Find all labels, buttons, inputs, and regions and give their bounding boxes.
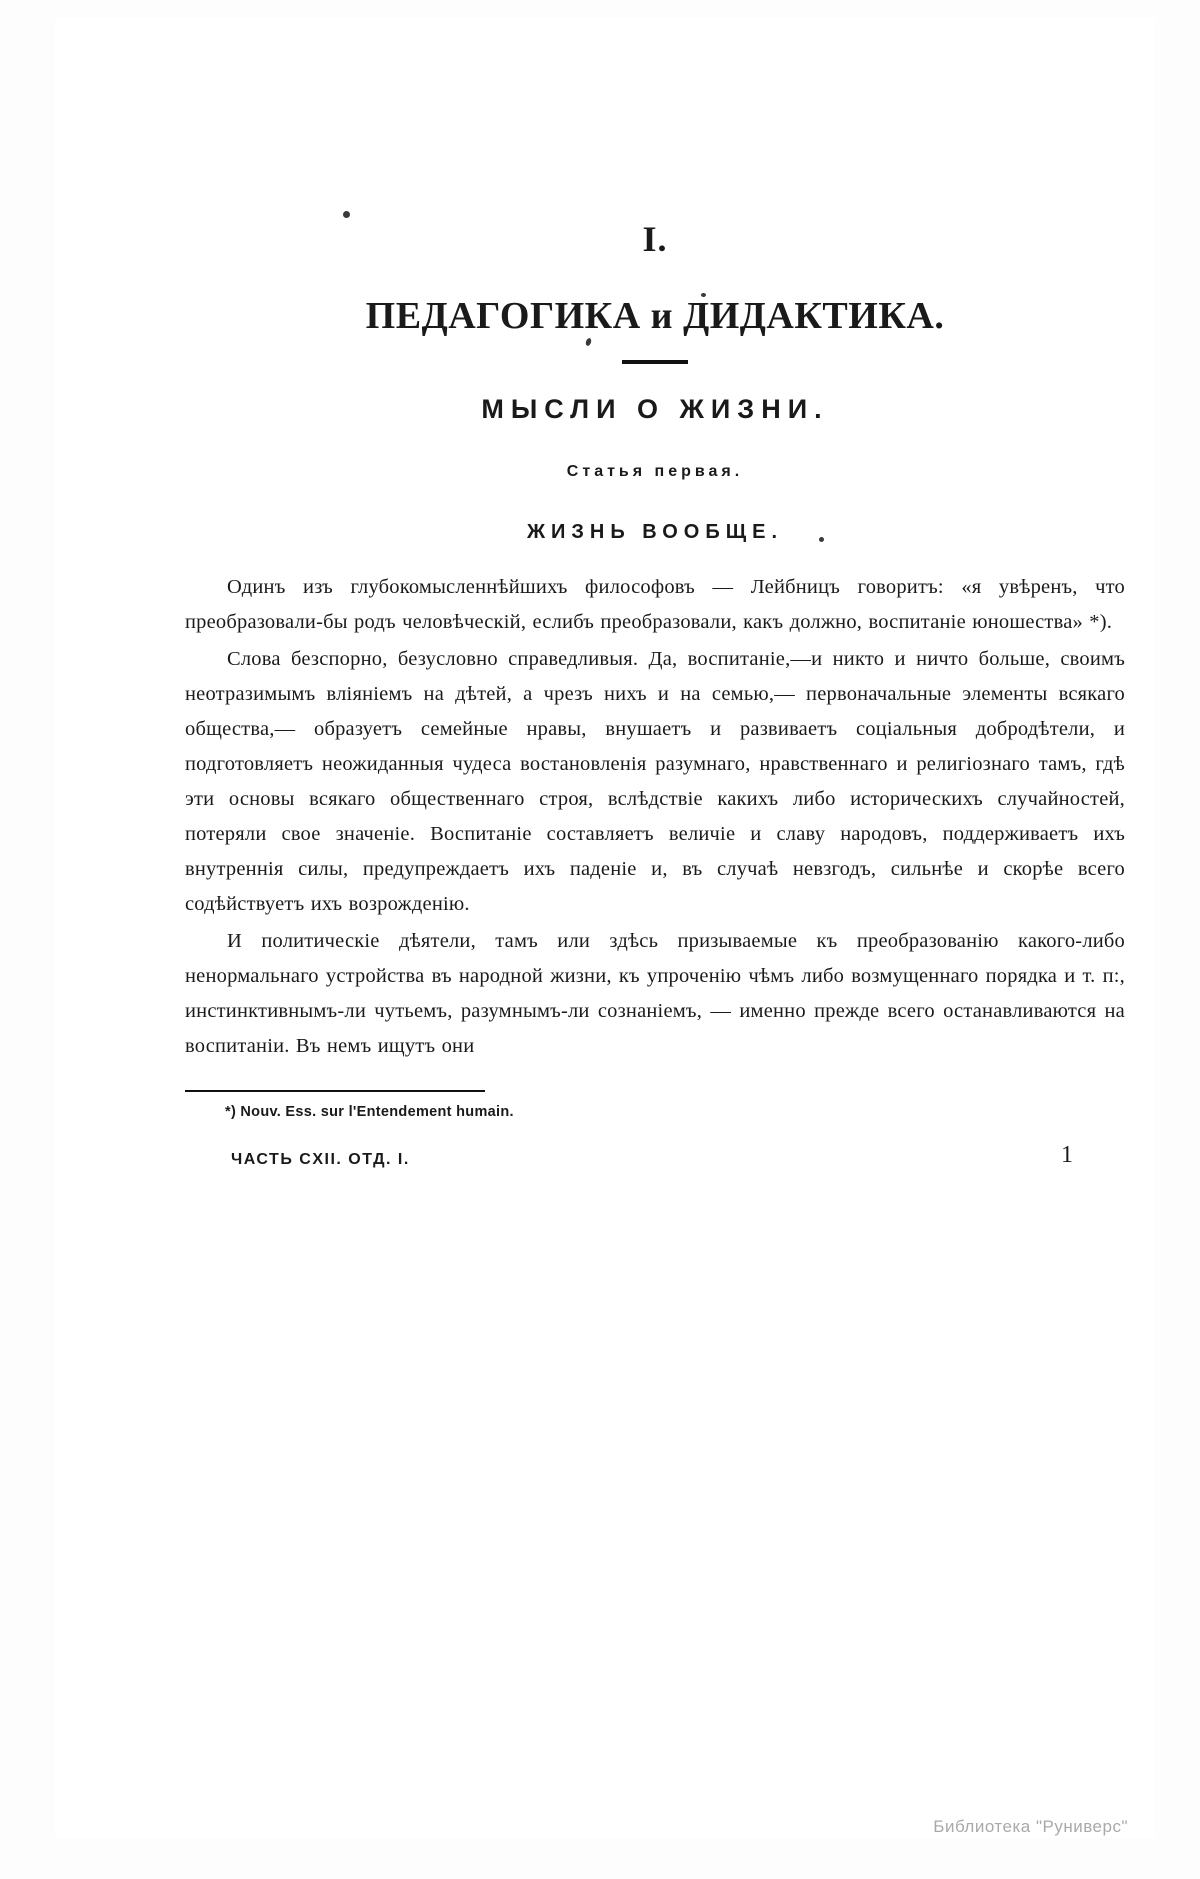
page-content	[185, 218, 1125, 1169]
chapter-number: I.	[642, 219, 668, 259]
chapter-title: ПЕДАГОГИКА и ДИДАКТИКА.	[365, 295, 945, 337]
title-divider	[622, 360, 688, 364]
body-paragraph: Слова безспорно, безусловно справедливыя. Да, воспитаніе,—и никто и ничто больше, своимъ неотразимымъ вліяніемъ на дѣтей, а чрезъ нихъ и на семью,— первоначальные элементы всякаго общества,— образуетъ семейные нравы, внушаетъ и развиваетъ соціальныя добродѣтели, и подготовляетъ неожиданныя чудеса востановленія разумнаго, нравственнаго и религіознаго тамъ, гдѣ эти основы всякаго общественнаго строя, вслѣдствіе какихъ либо историческихъ случайностей, потеряли свое значеніе. Воспитаніе составляетъ величіе и славу народовъ, поддерживаетъ ихъ внутреннія силы, предупреждаетъ ихъ паденіе и, въ случаѣ невзгодъ, сильнѣе и скорѣе всего содѣйствуетъ ихъ возрожденію.	[185, 648, 1125, 915]
article-title: МЫСЛИ О ЖИЗНИ.	[481, 394, 829, 424]
body-paragraph: И политическіе дѣятели, тамъ или здѣсь призываемые къ преобразованію какого-либо ненормальнаго устройства въ народной жизни, къ упроченію чѣмъ либо возмущеннаго порядка и т. п:, инстинктивнымъ-ли чутьемъ, разумнымъ-ли сознаніемъ, — именно прежде всего останавливаются на воспитаніи. Въ немъ ищутъ они	[185, 930, 1125, 1057]
page-footer	[185, 1142, 1125, 1169]
library-watermark: Библиотека "Руниверс"	[933, 1817, 1128, 1836]
scan-speck-icon	[343, 211, 350, 218]
section-heading: ЖИЗНЬ ВООБЩЕ.	[526, 521, 784, 543]
running-head: ЧАСТЬ CXII. ОТД. I.	[231, 1151, 410, 1168]
page-number: 1	[1061, 1142, 1073, 1168]
article-subtitle: Статья первая.	[566, 463, 744, 480]
body-paragraph: Одинъ изъ глубокомысленнѣйшихъ философовъ — Лейбницъ говоритъ: «я увѣренъ, что преобразовали-бы родъ человѣческій, еслибъ преобразовали, какъ должно, воспитаніе юношества» *).	[185, 576, 1125, 633]
footnote-divider	[185, 1090, 485, 1092]
footnote-text: *) Nouv. Ess. sur l'Entendement humain.	[225, 1104, 514, 1120]
page-surface	[55, 18, 1155, 1838]
